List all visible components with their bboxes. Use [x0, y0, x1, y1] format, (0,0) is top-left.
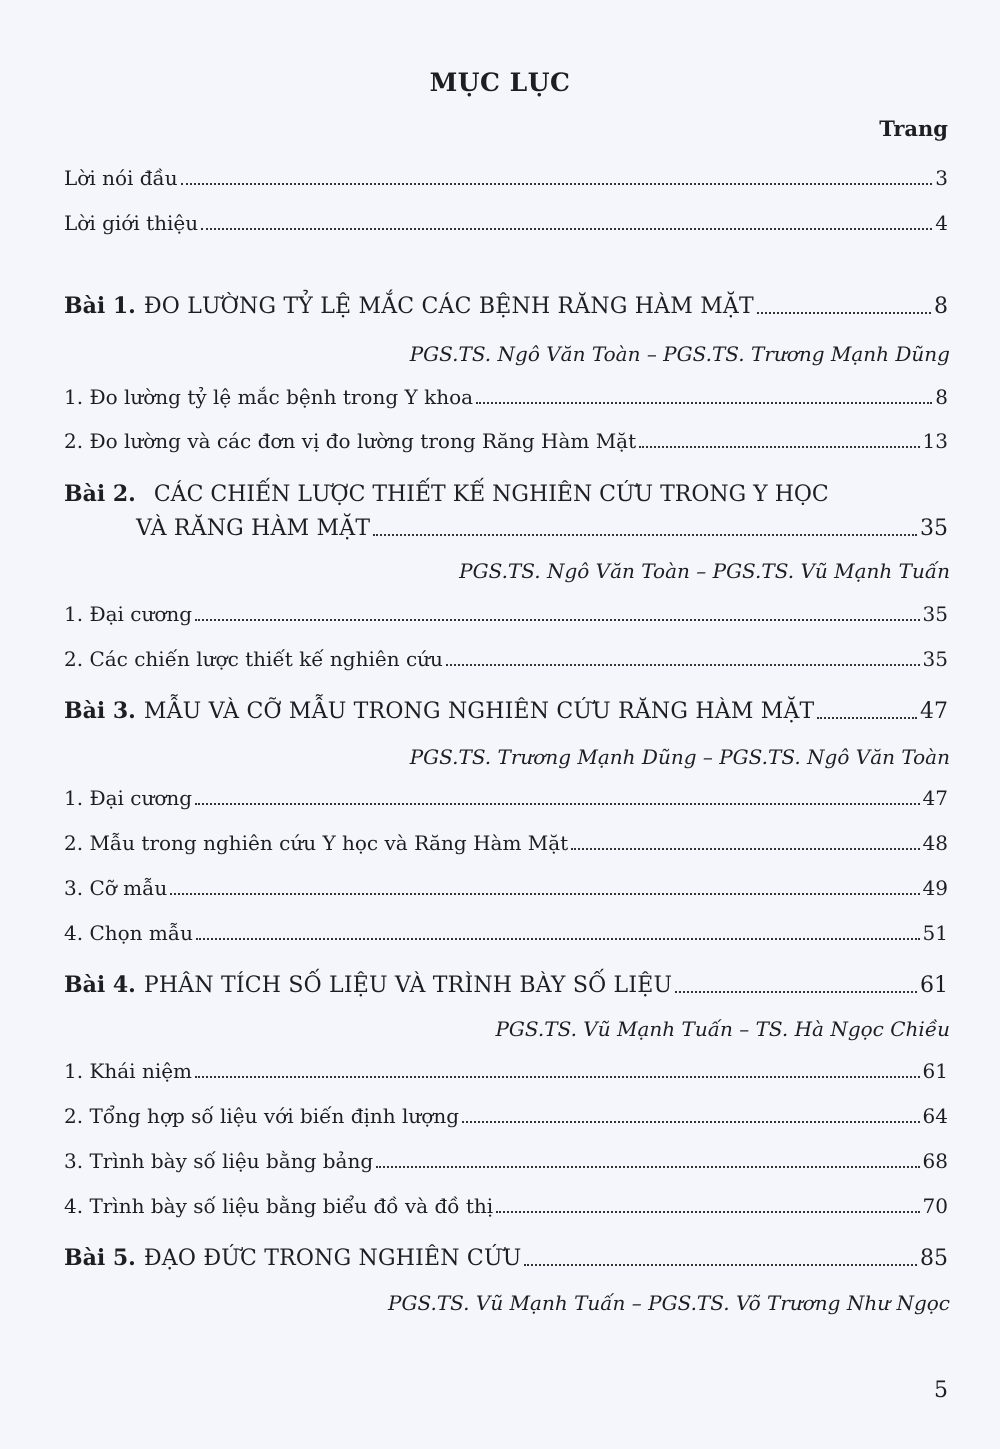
- dot-leader: [639, 446, 919, 448]
- dot-leader: [376, 1166, 919, 1168]
- entry-label: 4. Trình bày số liệu bằng biểu đồ và đồ thị: [64, 1194, 494, 1218]
- lesson-authors: PGS.TS. Vũ Mạnh Tuấn – PGS.TS. Võ Trương Như Ngọc: [388, 1291, 950, 1315]
- dot-leader: [195, 1076, 920, 1078]
- entry-page: 3: [935, 166, 948, 190]
- dot-leader: [496, 1211, 919, 1213]
- entry-label: 4. Chọn mẫu: [64, 921, 194, 945]
- dot-leader: [195, 619, 919, 621]
- entry-label: 1. Đo lường tỷ lệ mắc bệnh trong Y khoa: [64, 385, 474, 409]
- entry-page: 68: [922, 1149, 948, 1173]
- toc-item[interactable]: [64, 786, 948, 810]
- toc-item[interactable]: [64, 429, 948, 453]
- entry-page: 61: [922, 1059, 948, 1083]
- lesson-authors: PGS.TS. Ngô Văn Toàn – PGS.TS. Trương Mạnh Dũng: [409, 342, 950, 366]
- entry-page: 49: [922, 876, 948, 900]
- dot-leader: [195, 803, 919, 805]
- dot-leader: [675, 991, 917, 993]
- entry-label: 1. Khái niệm: [64, 1059, 193, 1083]
- toc-item[interactable]: [64, 921, 948, 945]
- entry-page: 13: [922, 429, 948, 453]
- lesson-number: Bài 2.: [64, 481, 136, 507]
- entry-page: 51: [922, 921, 948, 945]
- entry-label: 2. Tổng hợp số liệu với biến định lượng: [64, 1104, 460, 1128]
- entry-label: 3. Trình bày số liệu bằng bảng: [64, 1149, 374, 1173]
- toc-lesson-4[interactable]: [64, 972, 948, 998]
- dot-leader: [571, 848, 919, 850]
- entry-label: Lời nói đầu: [64, 166, 178, 190]
- toc-lesson-2[interactable]: [136, 516, 948, 541]
- dot-leader: [170, 893, 919, 895]
- lesson-number: Bài 4.: [64, 972, 136, 998]
- entry-label: 1. Đại cương: [64, 602, 193, 626]
- dot-leader: [757, 312, 931, 314]
- entry-page: 48: [922, 831, 948, 855]
- entry-label: 2. Các chiến lược thiết kế nghiên cứu: [64, 647, 443, 671]
- entry-page: 35: [920, 516, 948, 541]
- entry-page: 85: [920, 1246, 948, 1271]
- lesson-title: ĐẠO ĐỨC TRONG NGHIÊN CỨU: [143, 1246, 522, 1271]
- lesson-title: PHÂN TÍCH SỐ LIỆU VÀ TRÌNH BÀY SỐ LIỆU: [143, 973, 673, 998]
- lesson-number: Bài 1.: [64, 293, 136, 319]
- dot-leader: [524, 1264, 917, 1266]
- lesson-number: Bài 3.: [64, 698, 136, 724]
- lesson-title: MẪU VÀ CỠ MẪU TRONG NGHIÊN CỨU RĂNG HÀM MẶT: [143, 699, 815, 724]
- toc-item[interactable]: [64, 602, 948, 626]
- page-column-label: Trang: [879, 116, 948, 141]
- toc-lesson-2-line1[interactable]: [64, 481, 829, 507]
- dot-leader: [201, 228, 932, 230]
- toc-entry-preface[interactable]: [64, 166, 948, 190]
- entry-label: 3. Cỡ mẫu: [64, 876, 168, 900]
- dot-leader: [476, 402, 932, 404]
- entry-page: 35: [922, 647, 948, 671]
- entry-page: 8: [934, 294, 948, 319]
- entry-page: 61: [920, 973, 948, 998]
- toc-item[interactable]: [64, 385, 948, 409]
- toc-lesson-1[interactable]: [64, 293, 948, 319]
- entry-page: 35: [922, 602, 948, 626]
- toc-item[interactable]: [64, 1194, 948, 1218]
- lesson-authors: PGS.TS. Vũ Mạnh Tuấn – TS. Hà Ngọc Chiều: [495, 1017, 950, 1041]
- dot-leader: [817, 717, 917, 719]
- entry-page: 47: [922, 786, 948, 810]
- dot-leader: [373, 534, 917, 536]
- toc-item[interactable]: [64, 1059, 948, 1083]
- dot-leader: [196, 938, 920, 940]
- entry-label: 1. Đại cương: [64, 786, 193, 810]
- toc-item[interactable]: [64, 647, 948, 671]
- lesson-title: VÀ RĂNG HÀM MẶT: [136, 516, 371, 541]
- toc-item[interactable]: [64, 1104, 948, 1128]
- toc-lesson-3[interactable]: [64, 698, 948, 724]
- entry-label: 2. Đo lường và các đơn vị đo lường trong Răng Hàm Mặt: [64, 429, 637, 453]
- toc-heading: MỤC LỤC: [429, 68, 571, 97]
- entry-page: 8: [935, 385, 948, 409]
- entry-page: 70: [922, 1194, 948, 1218]
- dot-leader: [462, 1121, 920, 1123]
- toc-lesson-5[interactable]: [64, 1245, 948, 1271]
- entry-label: Lời giới thiệu: [64, 211, 199, 235]
- lesson-title: ĐO LƯỜNG TỶ LỆ MẮC CÁC BỆNH RĂNG HÀM MẶT: [143, 294, 754, 319]
- lesson-number: Bài 5.: [64, 1245, 136, 1271]
- lesson-authors: PGS.TS. Trương Mạnh Dũng – PGS.TS. Ngô Văn Toàn: [409, 745, 950, 769]
- page-number: 5: [934, 1378, 948, 1403]
- dot-leader: [446, 664, 920, 666]
- entry-page: 47: [920, 699, 948, 724]
- toc-item[interactable]: [64, 831, 948, 855]
- toc-item[interactable]: [64, 876, 948, 900]
- dot-leader: [181, 183, 933, 185]
- toc-entry-introduction[interactable]: [64, 211, 948, 235]
- lesson-authors: PGS.TS. Ngô Văn Toàn – PGS.TS. Vũ Mạnh Tuấn: [459, 559, 950, 583]
- entry-page: 4: [935, 211, 948, 235]
- lesson-title-line1: CÁC CHIẾN LƯỢC THIẾT KẾ NGHIÊN CỨU TRONG Y HỌC: [153, 482, 829, 507]
- entry-page: 64: [922, 1104, 948, 1128]
- toc-item[interactable]: [64, 1149, 948, 1173]
- entry-label: 2. Mẫu trong nghiên cứu Y học và Răng Hàm Mặt: [64, 831, 569, 855]
